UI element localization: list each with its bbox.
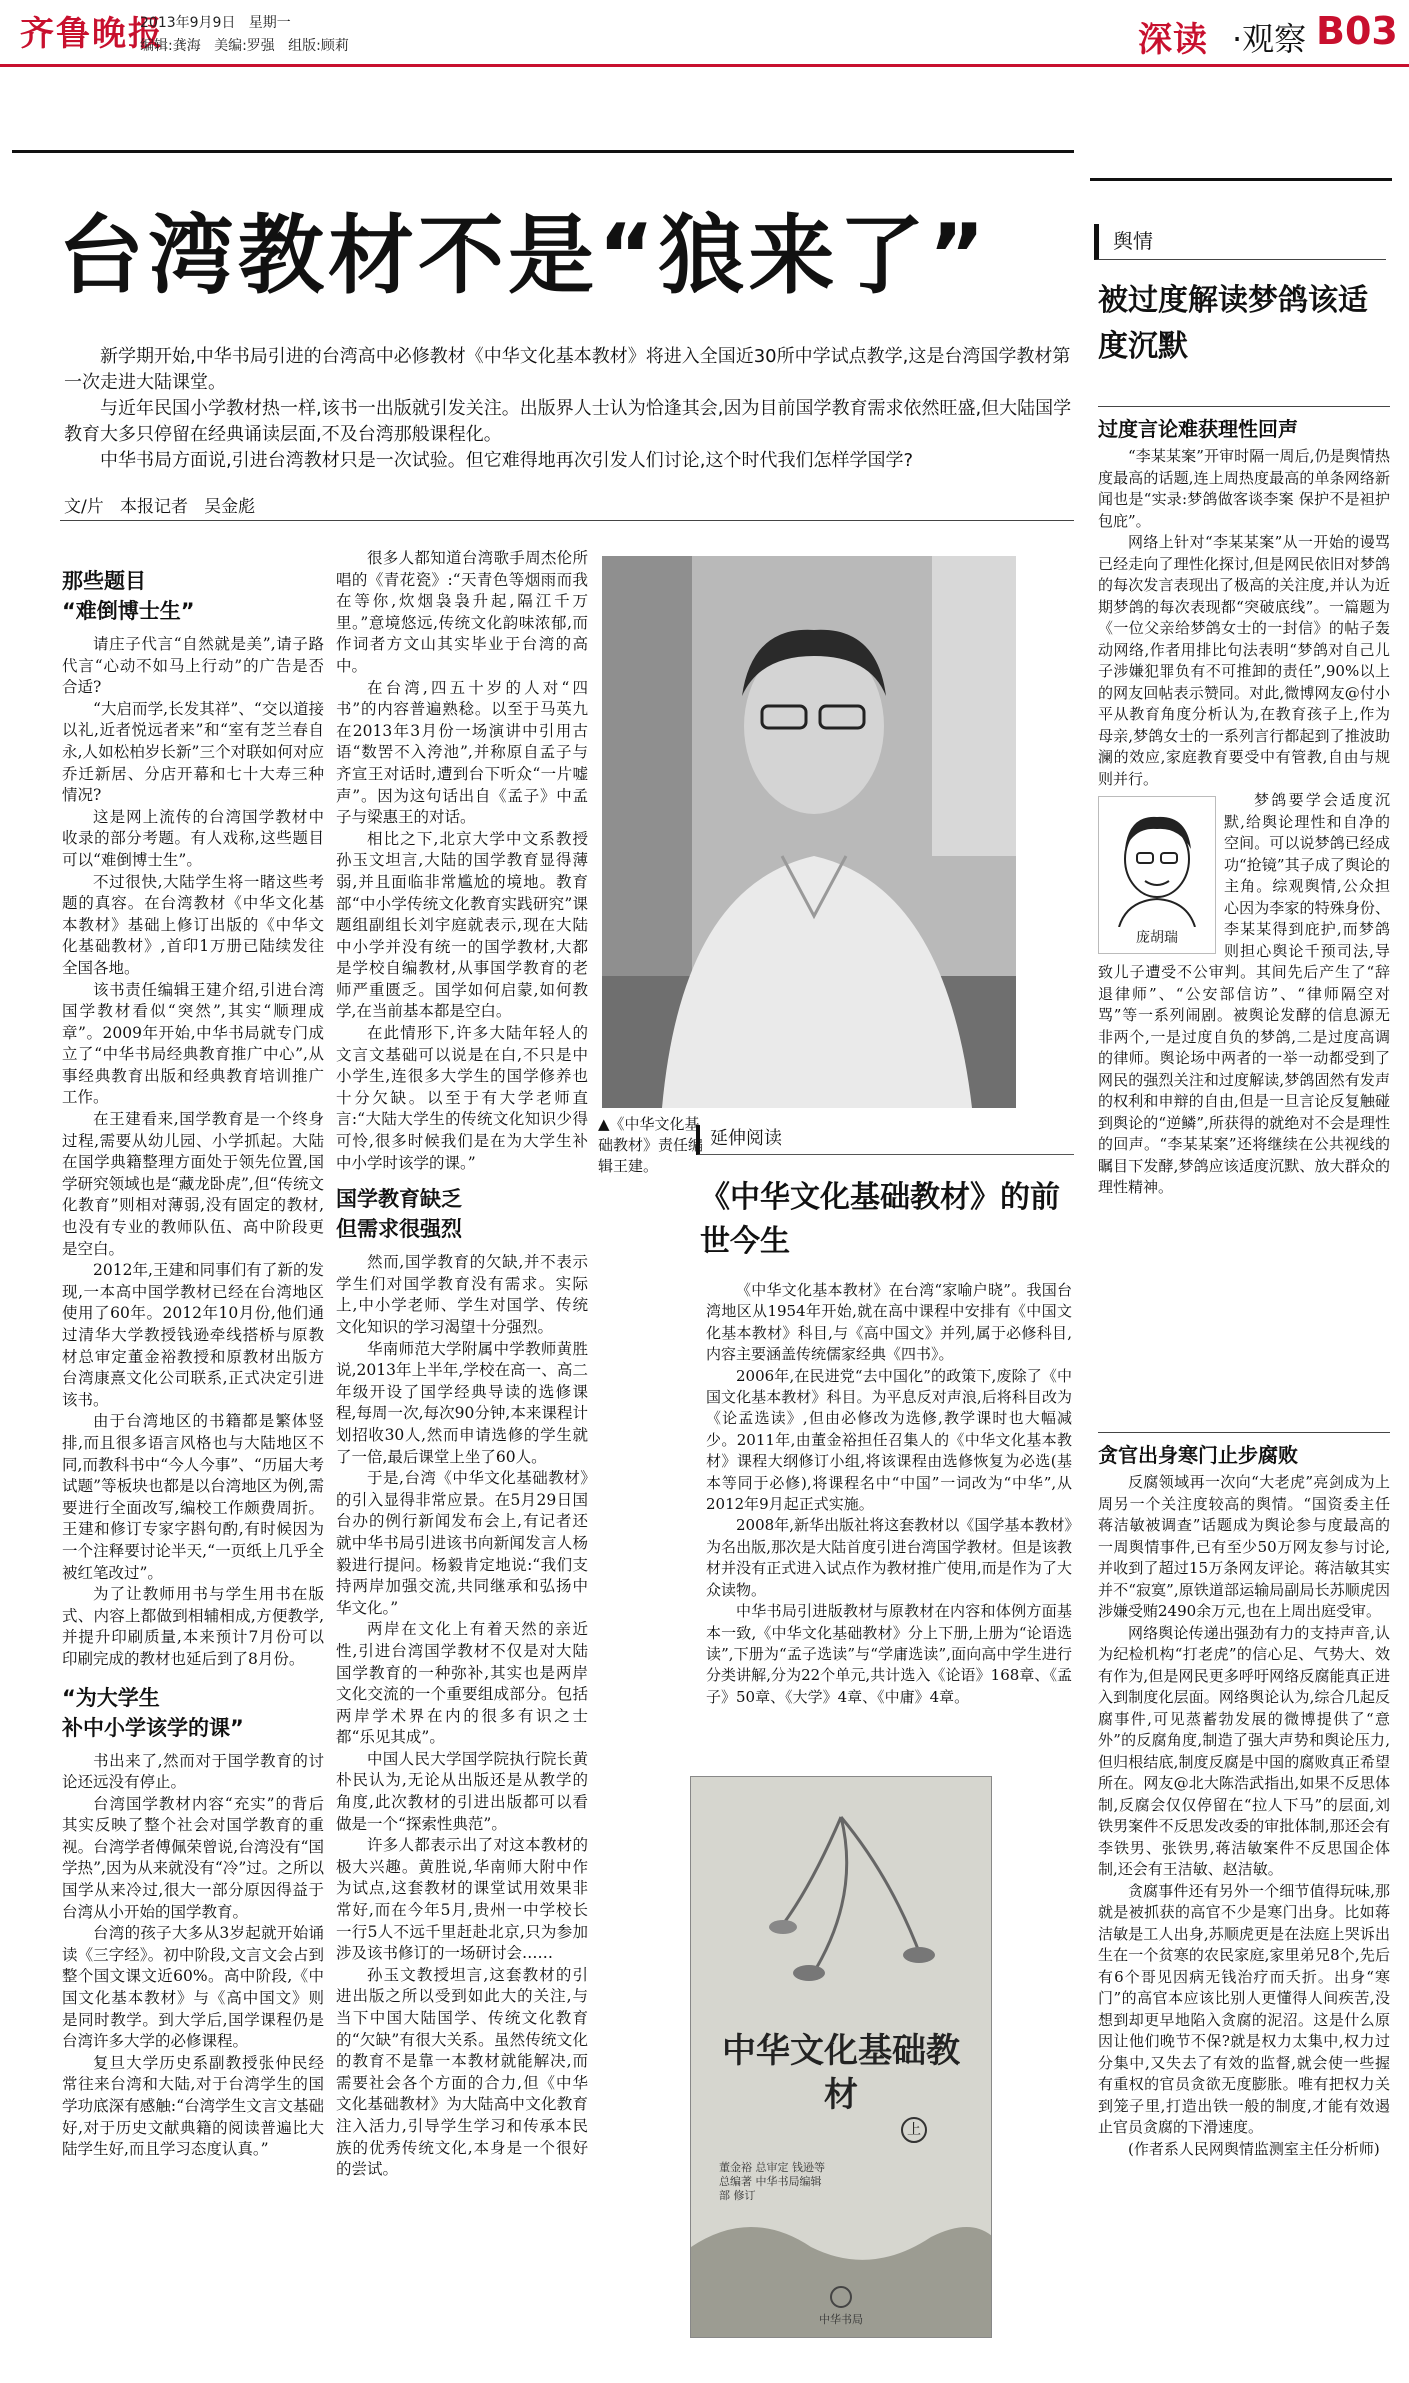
sidebar-subhead: 过度言论难获理性回声	[1098, 406, 1390, 442]
byline: 文/片 本报记者 吴金彪	[64, 497, 256, 517]
sidebar-top-rule	[1090, 178, 1392, 181]
subhead: “为大学生	[62, 1685, 160, 1710]
extended-reading-title: 《中华文化基础教材》的前世今生	[700, 1180, 1060, 1259]
sidebar-title: 被过度解读梦鸽该适度沉默	[1098, 283, 1368, 364]
paragraph: 2012年,王建和同事们有了新的发现,一本高中国学教材已经在台湾地区使用了60年。2012年10月份,他们通过清华大学教授钱逊牵线搭桥与原教材总审定董金裕教授和原教材出版方台湾康熹文化公司联系,正式决定引进该书。	[62, 1261, 324, 1409]
editors-line: 编辑:龚海 美编:罗强 组版:顾莉	[140, 38, 349, 54]
lead-paragraphs	[64, 344, 1074, 474]
section-name: 深读	[1138, 20, 1208, 60]
paragraph: 不过很快,大陆学生将一睹这些考题的真容。在台湾教材《中华文化基本教材》基础上修订出版的《中华文化基础教材》,首印1万册已陆续发往全国各地。	[62, 872, 324, 977]
editor-photo	[602, 556, 1016, 1108]
paragraph: 在王建看来,国学教育是一个终身过程,需要从幼儿园、小学抓起。大陆在国学典籍整理方面处于领先位置,国学研究领域也是“藏龙卧虎”,但“传统文化教育”则相对薄弱,没有固定的教材,也没有专业的教师队伍、高中阶段更是空白。	[62, 1110, 324, 1258]
paragraph: 2006年,在民进党“去中国化”的政策下,废除了《中国文化基本教材》科目。为平息反对声浪,后将科目改为《论孟选读》,但由必修改为选修,教学课时也大幅减少。2011年,由董金裕担任召集人的《中华文化基本教材》课程大纲修订小组,将该课程由选修恢复为必选(基本等同于必修),将课程名中“中国”一词改为“中华”,从2012年9月起正式实施。	[706, 1366, 1072, 1514]
sidebar-column-2	[1098, 1472, 1390, 2380]
byline-rule	[60, 520, 1074, 521]
paragraph: 书出来了,然而对于国学教育的讨论还远没有停止。	[62, 1751, 324, 1792]
paragraph: 许多人都表示出了对这本教材的极大兴趣。黄胜说,华南师大附中作为试点,这套教材的课堂试用效果非常好,而在今年5月,贵州一中学校长一行5人不远千里赶赴北京,只为参加涉及该书修订的一场研讨会……	[336, 1836, 588, 1963]
masthead	[0, 0, 1409, 66]
photo-caption: ▲《中华文化基础教材》责任编辑王建。	[598, 1115, 704, 1175]
paragraph: 网络上针对“李某某案”从一开始的谩骂已经走向了理性化探讨,但是网民依旧对梦鸽的每次发言表现出了极高的关注度,并认为近期梦鸽的每次表现都“突破底线”。一篇题为《一位父亲给梦鸽女士的一封信》的帖子轰动网络,作者用排比句法表明“梦鸽对自己儿子涉嫌犯罪负有不可推卸的责任”,90%以上的网友回帖表示赞同。对此,微博网友@付小平从教育角度分析认为,在教育孩子上,作为母亲,梦鸽女士的一系列言行都起到了推波助澜的效应,家庭教育要受中有管教,自由与规则并行。	[1098, 533, 1390, 788]
paragraph: 贪腐事件还有另外一个细节值得玩味,那就是被抓获的高官不少是寒门出身。比如蒋洁敏是工人出身,苏顺虎更是在法庭上哭诉出生在一个贫寒的农民家庭,家里弟兄8个,先后有6个哥见因病无钱治疗而夭折。出身“寒门”的高官本应该比别人更懂得人间疾苦,没想到却更早地陷入贪腐的泥沼。这是什么原因让他们晚节不保?就是权力太集中,权力过分集中,又失去了有效的监督,就会使一些握有重权的官员贪欲无度膨胀。唯有把权力关到笼子里,打造出铁一般的制度,才能有效遏止官员贪腐的下滑速度。	[1098, 1881, 1390, 2136]
paragraph: 这是网上流传的台湾国学教材中收录的部分考题。有人戏称,这些题目可以“难倒博士生”。	[62, 807, 324, 869]
book-title: 中华文化基础教材	[722, 2031, 960, 2115]
paragraph: 中国人民大学国学院执行院长黄朴民认为,无论从出版还是从教学的角度,此次教材的引进出版都可以看做是一个“探索性典范”。	[336, 1749, 588, 1833]
paragraph: 复旦大学历史系副教授张仲民经常往来台湾和大陆,对于台湾学生的国学功底深有感触:“台湾学生文言文基础好,对于历史文献典籍的阅读普遍比大陆学生好,而且学习态度认真。”	[62, 2053, 324, 2159]
article-column-2	[336, 548, 588, 2380]
headline: 台湾教材不是“狼来了”	[58, 206, 990, 306]
paragraph: 2008年,新华出版社将这套教材以《国学基本教材》为名出版,那次是大陆首度引进台湾国学教材。但是该教材并没有正式进入试点作为教材推广使用,而是作为了大众读物。	[706, 1516, 1072, 1599]
book-editors: 董金裕 总审定 钱逊等 总编著 中华书局编辑部 修订	[719, 2161, 825, 2202]
paragraph: 由于台湾地区的书籍都是繁体竖排,而且很多语言风格也与大陆地区不同,而教科书中“今人今事”、“历届大考试题”等板块也都是以台湾地区为例,需要进行全面改写,编校工作颇费周折。王建和修订专家字斟句酌,有时候因为一个注释要讨论半天,“一页纸上几乎全被红笔改过”。	[62, 1412, 324, 1582]
book-cover-image	[690, 1776, 992, 2338]
paragraph: 《中华文化基本教材》在台湾“家喻户晓”。我国台湾地区从1954年开始,就在高中课程中安排有《中国文化基本教材》科目,与《高中国文》并列,属于必修科目,内容主要涵盖传统儒家经典《四书》。	[706, 1281, 1072, 1364]
paragraph: “李某某案”开审时隔一周后,仍是舆情热度最高的话题,连上周热度最高的单条网络新闻也是“实录:梦鸽做客谈李案 保护不是袒护包庇”。	[1098, 447, 1390, 530]
paragraph: 在此情形下,许多大陆年轻人的文言文基础可以说是在白,不只是中小学生,连很多大学生的国学修养也十分欠缺。以至于有大学老师直言:“大陆大学生的传统文化知识少得可怜,很多时候我们是在为大学生补中小学时该学的课。”	[336, 1024, 588, 1172]
paragraph: 孙玉文教授坦言,这套教材的引进出版之所以受到如此大的关注,与当下中国大陆国学、传统文化教育的“欠缺”有很大关系。虽然传统文化的教育不是靠一本教材就能解决,而需要社会各个方面的合力,但《中华文化基础教材》为大陆高中文化教育注入活力,引导学生学习和传承本民族的优秀传统文化,本身是一个很好的尝试。	[336, 1965, 588, 2179]
page-number: B03	[1316, 9, 1398, 53]
paragraph: 该书责任编辑王建介绍,引进台湾国学教材看似“突然”,其实“顺理成章”。2009年开始,中华书局就专门成立了“中华书局经典教育推广中心”,从事经典教育出版和经典教育培训推广工作。	[62, 980, 324, 1107]
subhead: “难倒博士生”	[62, 599, 195, 623]
subhead: 补中小学该学的课”	[62, 1715, 244, 1740]
paragraph: 梦鸽要学会适度沉默,给舆论理性和自净的空间。可以说梦鸽已经成功“抢镜”其子成了舆论的主角。综观舆情,公众担心因为李家的特殊身份、李某某得到庇护,而梦鸽则担心舆论千预司法,导致儿子遭受不公审判。其间先后产生了“辞退律师”、“公安部信访”、“律师隔空对骂”等一系列闹剧。被舆论发酵的信息源无非两个,一是过度自负的梦鸽,二是过度高调的律师。舆论场中两者的一举一动都受到了网民的强烈关注和过度解读,梦鸽固然有发声的权利和申辩的自由,但是一旦言论反复触碰到舆论的“逆鳞”,所获得的就绝对不会是理性的回声。“李某某案”还将继续在公共视线的瞩目下发酵,梦鸽应该适度沉默、放大群众的理性精神。	[1098, 791, 1390, 1196]
paragraph: 然而,国学教育的欠缺,并不表示学生们对国学教育没有需求。实际上,中小学老师、学生对国学、传统文化知识的学习渴望十分强烈。	[336, 1253, 588, 1336]
masthead-rule	[0, 64, 1409, 67]
sidebar-subhead: 贪官出身寒门止步腐败	[1098, 1432, 1390, 1468]
date-line: 2013年9月9日 星期一	[140, 15, 291, 31]
editor-photo-illustration	[602, 556, 1016, 1108]
paragraph: 请庄子代言“自然就是美”,请子路代言“心动不如马上行动”的广告是否合适?	[62, 635, 324, 697]
lead-paragraph: 中华书局方面说,引进台湾教材只是一次试验。但它难得地再次引发人们讨论,这个时代我们怎样学国学?	[100, 450, 913, 471]
sidebar-column-1	[1098, 446, 1390, 1426]
subhead: 那些题目	[62, 569, 146, 593]
paragraph: 台湾的孩子大多从3岁起就开始诵读《三字经》。初中阶段,文言文会占到整个国文课文近60%。高中阶段,《中国文化基本教材》与《高中国文》则是同时教学。到大学后,国学课程仍是台湾许多大学的必修课程。	[62, 1924, 324, 2051]
subhead: 但需求很强烈	[336, 1217, 462, 1242]
article-top-rule	[12, 150, 1074, 153]
author-portrait	[1098, 796, 1216, 954]
lead-paragraph: 新学期开始,中华书局引进的台湾高中必修教材《中华文化基本教材》将进入全国近30所中学试点教学,这是台湾国学教材第一次走进大陆课堂。	[64, 346, 1071, 393]
lead-paragraph: 与近年民国小学教材热一样,该书一出版就引发关注。出版界人士认为恰逢其会,因为目前国学教育需求依然旺盛,但大陆国学教育大多只停留在经典诵读层面,不及台湾那般课程化。	[64, 398, 1072, 445]
newspaper-logo: 齐鲁晚报	[20, 14, 164, 54]
section-subname: ·观察	[1232, 20, 1307, 58]
paragraph: 华南师范大学附属中学教师黄胜说,2013年上半年,学校在高一、高二年级开设了国学经典导读的选修课程,每周一次,每次90分钟,本来课程计划招收30人,然而申请选修的学生就了一倍,最后课堂上坐了60人。	[336, 1339, 588, 1466]
paragraph: 为了让教师用书与学生用书在版式、内容上都做到相辅相成,方便教学,并提升印刷质量,本来预计7月份可以印刷完成的教材也延后到了8月份。	[62, 1585, 324, 1668]
paragraph: 相比之下,北京大学中文系教授孙玉文坦言,大陆的国学教育显得薄弱,并且面临非常尴尬的境地。教育部“中小学传统文化教育实践研究”课题组副组长刘宇庭就表示,现在大陆中小学并没有统一的国学教材,大都是学校自编教材,从事国学教育的老师严重匮乏。国学如何启蒙,如何教学,在当前基本都是空白。	[336, 829, 588, 1021]
author-portrait-sketch	[1099, 797, 1215, 927]
paragraph: 中华书局引进版教材与原教材在内容和体例方面基本一致,《中华文化基础教材》分上下册,上册为“论语选读”,下册为“孟子选读”与“学庸选读”,面向高中学生进行分类讲解,分为22个单元,共计选入《论语》168章、《孟子》50章、《大学》4章、《中庸》4章。	[706, 1602, 1072, 1706]
paragraph: 于是,台湾《中华文化基础教材》的引入显得非常应景。在5月29日国台办的例行新闻发布会上,有记者还就中华书局引进该书向新闻发言人杨毅进行提问。杨毅肯定地说:“我们支持两岸加强交流,共同继承和弘扬中华文化。”	[336, 1469, 588, 1617]
paragraph: 在台湾,四五十岁的人对“四书”的内容普遍熟稔。以至于马英九在2013年3月份一场演讲中引用古语“数罟不入洿池”,并称原自孟子与齐宣王对话时,遭到台下听众“一片嘘声”。因为这句话出自《孟子》中孟子与梁惠王的对话。	[336, 678, 588, 827]
author-name: 庞胡瑞	[1136, 929, 1178, 946]
paragraph: 台湾国学教材内容“充实”的背后其实反映了整个社会对国学教育的重视。台湾学者傅佩荣曾说,台湾没有“国学热”,因为从来就没有“冷”过。之所以国学从来冷过,很大一部分原因得益于台湾从小开始的国学教育。	[62, 1794, 324, 1921]
subhead: 国学教育缺乏	[336, 1187, 462, 1212]
paragraph: 反腐领域再一次向“大老虎”亮剑成为上周另一个关注度较高的舆情。“国资委主任蒋洁敏被调查”话题成为舆论参与度最高的一周舆情事件,已有至少50万网友参与讨论,并收到了超过15万条网友评论。蒋洁敏其实并不“寂寞”,原铁道部运输局副局长苏顺虎因涉嫌受贿2490余万元,也在上周出庭受审。	[1098, 1473, 1390, 1620]
book-publisher: 中华书局	[819, 2313, 863, 2326]
paragraph: “大启而学,长发其祥”、“交以道接以礼,近者悦远者来”和“室有芝兰春自永,人如松柏岁长新”三个对联如何对应乔迁新居、分店开幕和七十大寿三种情况?	[62, 699, 324, 805]
paragraph: 两岸在文化上有着天然的亲近性,引进台湾国学教材不仅是对大陆国学教育的一种弥补,其实也是两岸文化交流的一个重要组成部分。包括两岸学术界在内的很多有识之士都“乐见其成”。	[336, 1620, 588, 1747]
book-volume: 上	[901, 2117, 927, 2143]
sidebar-tag: 舆情	[1094, 224, 1386, 260]
article-column-1	[62, 566, 324, 2380]
paragraph: 很多人都知道台湾歌手周杰伦所唱的《青花瓷》:“天青色等烟雨而我在等你,炊烟袅袅升起,隔江千万里。”意境悠远,传统文化韵味浓郁,而作词者方文山其实毕业于台湾的高中。	[336, 549, 588, 675]
author-note: (作者系人民网舆情监测室主任分析师)	[1128, 2139, 1380, 2158]
extended-reading-tag: 延伸阅读	[696, 1125, 1074, 1155]
paragraph: 网络舆论传递出强劲有力的支持声音,认为纪检机构“打老虎”的信心足、气势大、效有作为,但是网民更多呼吁网络反腐能真正进入到制度化层面。网络舆论认为,综合几起反腐事件,可见蒸蓄勃发展的微博提供了“意外”的反腐角度,制造了强大声势和舆论压力,但归根结底,制度反腐是中国的腐败真正希望所在。网友@北大陈浩武指出,如果不反思体制,反腐会仅仅停留在“拉人下马”的层面,刘铁男案件不反思发改委的审批体制,那还会有李铁男、张铁男,蒋洁敏案件不反思国企体制,还会有王洁敏、赵洁敏。	[1098, 1623, 1390, 1878]
